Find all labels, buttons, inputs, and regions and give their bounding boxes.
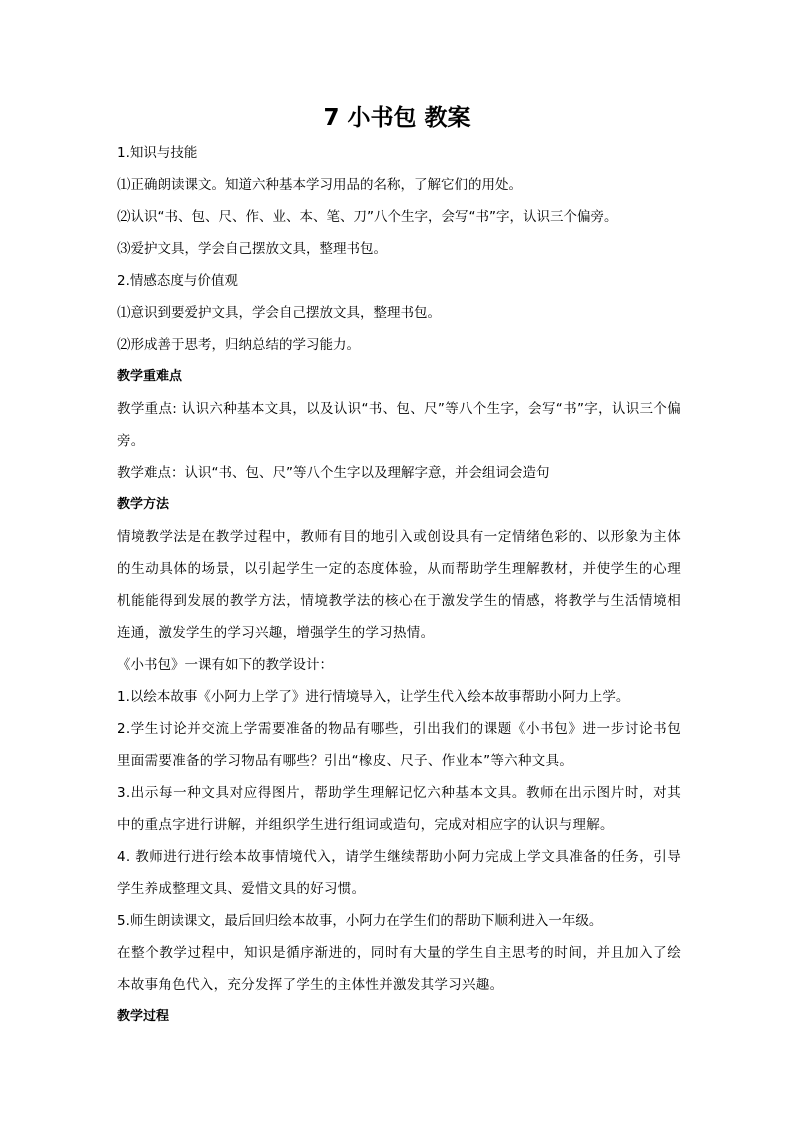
difficult-point: 教学难点：认识“书、包、尺”等八个生字以及理解字意，并会组词会造句: [117, 465, 550, 481]
document-title: 7 小书包 教案: [323, 105, 471, 131]
objective-1: ⑴正确朗读课文。知道六种基本学习用品的名称，了解它们的用处。: [117, 177, 522, 193]
key-point-paragraph: 教学重点: 认识六种基本文具，以及认识“书、包、尺”等八个生字，会写“书”字，认识三个偏旁。: [117, 401, 681, 449]
attitude-1: ⑴意识到要爱护文具，学会自己摆放文具，整理书包。: [117, 305, 441, 321]
key-points-heading: 教学重难点: [117, 369, 183, 384]
objective-3: ⑶爱护文具，学会自己摆放文具，整理书包。: [117, 241, 387, 257]
objectives-heading: 1.知识与技能: [117, 145, 198, 161]
design-step-5: 5.师生朗读课文，最后回归绘本故事，小阿力在学生们的帮助下顺利进入一年级。: [117, 913, 603, 929]
objective-2: ⑵认识“书、包、尺、作、业、本、笔、刀”八个生字，会写“书”字，认识三个偏旁。: [117, 209, 618, 225]
attitude-2: ⑵形成善于思考，归纳总结的学习能力。: [117, 337, 360, 353]
design-step-4: 4. 教师进行进行绘本故事情境代入，请学生继续帮助小阿力完成上学文具准备的任务，引导学生养成整理文具、爱惜文具的好习惯。: [117, 849, 681, 897]
method-paragraph: 情境教学法是在教学过程中，教师有目的地引入或创设具有一定情绪色彩的、以形象为主体的生动具体的场景，以引起学生一定的态度体验，从而帮助学生理解教材，并使学生的心理机能能得到发展的教学方法，情境教学法的核心在于激发学生的情感，将教学与生活情境相连通，激发学生的学习兴趣，增强学生的学习热情。: [117, 529, 681, 641]
attitude-heading: 2.情感态度与价值观: [117, 273, 238, 289]
document-body: [117, 137, 681, 1033]
summary-paragraph: 在整个教学过程中，知识是循序渐进的，同时有大量的学生自主思考的时间，并且加入了绘本故事角色代入，充分发挥了学生的主体性并激发其学习兴趣。: [117, 945, 681, 993]
design-step-1: 1.以绘本故事《小阿力上学了》进行情境导入，让学生代入绘本故事帮助小阿力上学。: [117, 689, 630, 705]
design-intro: 《小书包》一课有如下的教学设计：: [117, 657, 333, 673]
design-step-3: 3.出示每一种文具对应得图片，帮助学生理解记忆六种基本文具。教师在出示图片时，对其中的重点字进行讲解，并组织学生进行组词或造句，完成对相应字的认识与理解。: [117, 785, 681, 833]
method-heading: 教学方法: [117, 497, 170, 512]
process-heading: 教学过程: [117, 1009, 170, 1024]
design-step-2: 2.学生讨论并交流上学需要准备的物品有哪些，引出我们的课题《小书包》进一步讨论书包里面需要准备的学习物品有哪些？引出“橡皮、尺子、作业本”等六种文具。: [117, 721, 681, 769]
